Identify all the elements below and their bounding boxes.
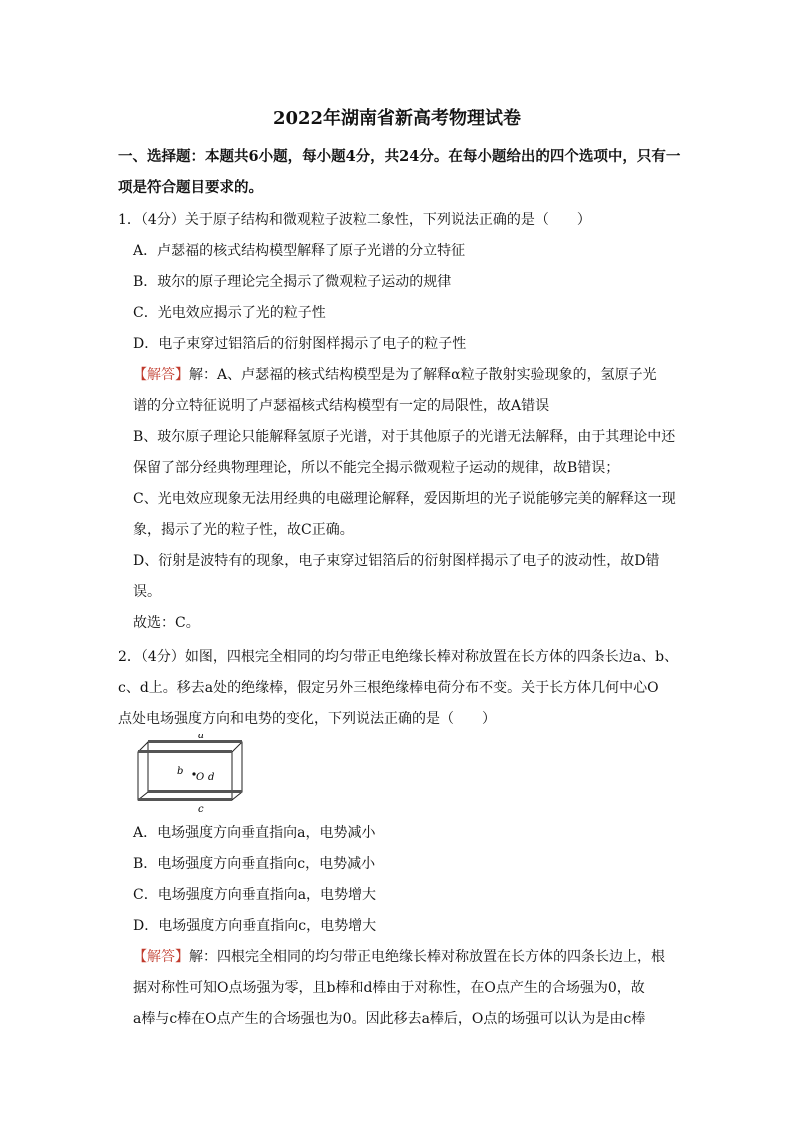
question-2-option-a: A．电场强度方向垂直指向a，电势减小 [133,825,376,841]
label-c: c [198,804,204,815]
cuboid-edge [232,792,242,800]
section-heading-line-1: 一、选择题：本题共6小题，每小题4分，共24分。在每小题给出的四个选项中，只有一 [118,148,681,165]
answer-text: 解：A、卢瑟福的核式结构模型是为了解释α粒子散射实验现象的，氢原子光 [189,367,657,383]
rod-c [138,798,232,801]
label-b: b [177,766,184,777]
question-1-answer-line-5: C、光电效应现象无法用经典的电磁理论解释，爱因斯坦的光子说能够完美的解释这一现 [133,491,676,507]
question-1-answer-line-3: B、玻尔原子理论只能解释氢原子光谱，对于其他原子的光谱无法解释，由于其理论中还 [133,429,676,445]
rod-b [138,750,232,753]
question-1-answer-line-9: 故选：C。 [133,615,200,631]
label-d: d [208,772,215,783]
label-o: O [196,772,205,783]
question-1-answer-line-2: 谱的分立特征说明了卢瑟福核式结构模型有一定的局限性，故A错误 [133,398,550,414]
question-2-stem-line-2: c、d上。移去a处的绝缘棒，假定另外三根绝缘棒电荷分布不变。关于长方体几何中心O [118,680,659,696]
question-1-answer-line-8: 误。 [133,584,161,600]
cuboid-edge [232,742,242,752]
cuboid-diagram [136,734,246,816]
question-2-option-b: B．电场强度方向垂直指向c，电势减小 [133,856,376,872]
page-title: 2022年湖南省新高考物理试卷 [272,108,522,129]
question-1-option-a: A．卢瑟福的核式结构模型解释了原子光谱的分立特征 [133,243,466,259]
cuboid-back-face [148,742,242,792]
question-2-option-c: C．电场强度方向垂直指向a，电势增大 [133,887,377,903]
question-1-answer-line-6: 象，揭示了光的粒子性，故C正确。 [133,522,354,538]
answer-text: 解：四根完全相同的均匀带正电绝缘长棒对称放置在长方体的四条长边上，根 [189,949,665,965]
question-2-answer-line-2: 据对称性可知O点场强为零，且b棒和d棒由于对称性，在O点产生的合场强为0，故 [133,980,645,996]
question-1-answer-line-4: 保留了部分经典物理理论，所以不能完全揭示微观粒子运动的规律，故B错误； [133,460,620,476]
section-heading-line-2: 项是符合题目要求的。 [118,179,263,196]
question-2-answer-line-3: a棒与c棒在O点产生的合场强也为0。因此移去a棒后，O点的场强可以认为是由c棒 [133,1011,646,1027]
question-1-option-d: D．电子束穿过铝箔后的衍射图样揭示了电子的粒子性 [133,336,467,352]
rod-a [148,740,242,743]
cuboid-rods-figure [136,734,246,816]
question-1-option-c: C．光电效应揭示了光的粒子性 [133,305,326,321]
question-1-answer-line-7: D、衍射是波特有的现象，电子束穿过铝箔后的衍射图样揭示了电子的波动性，故D错 [133,553,660,569]
answer-tag: 【解答】 [133,367,189,383]
answer-tag: 【解答】 [133,949,189,965]
label-a: a [198,734,204,741]
question-2-stem-line-3: 点处电场强度方向和电势的变化，下列说法正确的是（ ） [118,711,496,727]
question-2-stem-line-1: 2．（4分）如图，四根完全相同的均匀带正电绝缘长棒对称放置在长方体的四条长边a、b、 [118,649,679,665]
question-1-answer-line-1 [133,364,657,384]
question-2-answer-line-1 [133,946,665,966]
rod-d [148,790,242,793]
question-1-option-b: B．玻尔的原子理论完全揭示了微观粒子运动的规律 [133,274,452,290]
question-2-option-d: D．电场强度方向垂直指向c，电势增大 [133,918,377,934]
question-1-stem: 1．（4分）关于原子结构和微观粒子波粒二象性，下列说法正确的是（ ） [118,212,591,228]
